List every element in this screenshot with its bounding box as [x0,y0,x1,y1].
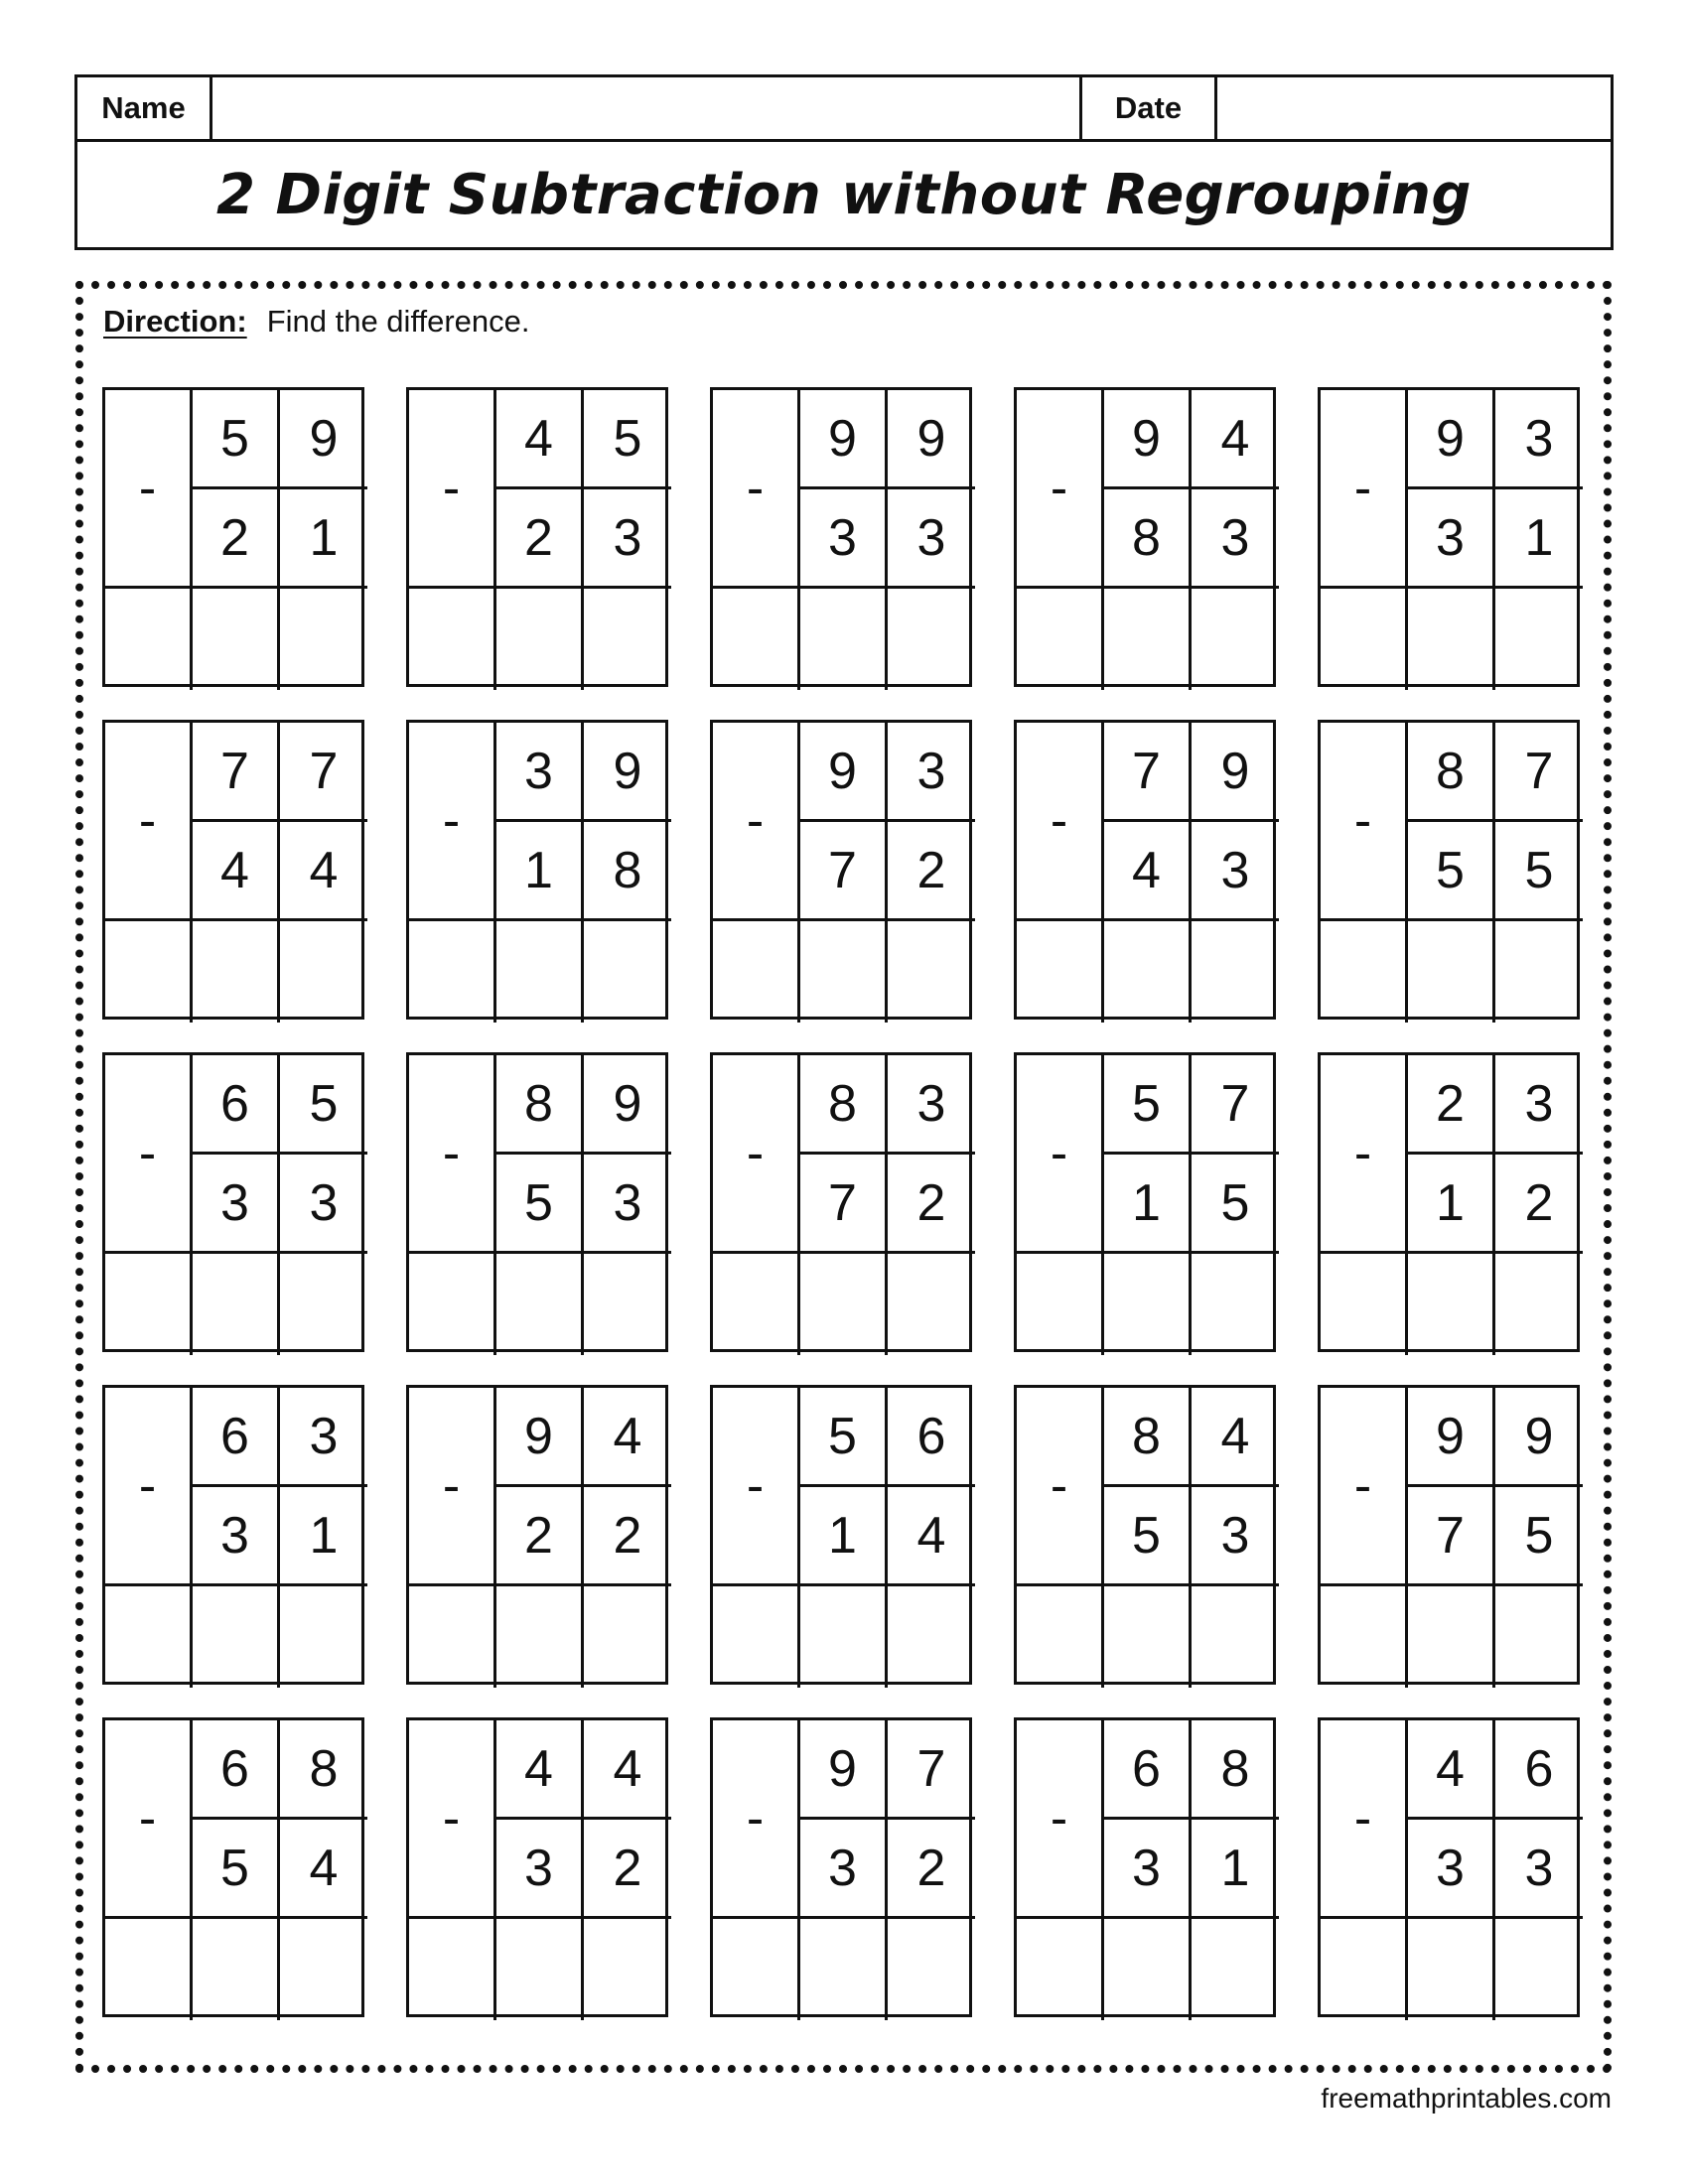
answer-box-hundreds[interactable] [105,589,193,690]
subtraction-problem [710,1052,972,1352]
answer-box-ones[interactable] [1192,589,1279,690]
subtrahend-ones-digit: 3 [1495,1820,1583,1919]
minus-sign: - [105,1055,193,1254]
subtraction-problem [406,1052,668,1352]
subtrahend-tens-digit: 5 [193,1820,280,1919]
subtrahend-tens-digit: 7 [800,1155,888,1254]
answer-box-tens[interactable] [193,921,280,1023]
subtrahend-tens-digit: 5 [1104,1487,1192,1586]
answer-box-ones[interactable] [584,589,671,690]
subtrahend-tens-digit: 5 [1408,822,1495,921]
minuend-ones-digit: 4 [1192,390,1279,489]
subtrahend-ones-digit: 2 [888,1155,975,1254]
answer-box-tens[interactable] [1104,1586,1192,1688]
minuend-tens-digit: 6 [193,1388,280,1487]
minus-sign: - [1321,723,1408,921]
subtrahend-ones-digit: 1 [280,489,367,589]
minus-sign: - [713,723,800,921]
subtrahend-tens-digit: 7 [1408,1487,1495,1586]
subtraction-problem [406,720,668,1020]
minus-sign: - [1321,1720,1408,1919]
subtrahend-ones-digit: 5 [1495,822,1583,921]
minuend-tens-digit: 8 [1408,723,1495,822]
subtraction-problem [1318,387,1580,687]
answer-box-hundreds[interactable] [1321,1919,1408,2020]
subtrahend-ones-digit: 3 [1192,489,1279,589]
subtrahend-tens-digit: 1 [1408,1155,1495,1254]
subtraction-problem [406,1385,668,1685]
minuend-ones-digit: 4 [584,1388,671,1487]
minuend-tens-digit: 5 [193,390,280,489]
minus-sign: - [1017,723,1104,921]
answer-box-hundreds[interactable] [409,921,496,1023]
subtrahend-tens-digit: 2 [496,1487,584,1586]
subtraction-problem [1014,1385,1276,1685]
minuend-ones-digit: 4 [1192,1388,1279,1487]
subtrahend-ones-digit: 4 [280,822,367,921]
subtrahend-tens-digit: 4 [1104,822,1192,921]
subtrahend-ones-digit: 8 [584,822,671,921]
answer-box-ones[interactable] [280,589,367,690]
minus-sign: - [713,1055,800,1254]
minuend-tens-digit: 9 [800,1720,888,1820]
direction-line [103,304,530,340]
subtrahend-tens-digit: 3 [1408,489,1495,589]
answer-box-ones[interactable] [280,1586,367,1688]
minuend-tens-digit: 6 [193,1720,280,1820]
subtrahend-tens-digit: 2 [496,489,584,589]
subtrahend-tens-digit: 3 [800,489,888,589]
subtrahend-ones-digit: 2 [1495,1155,1583,1254]
minuend-tens-digit: 2 [1408,1055,1495,1155]
minus-sign: - [1321,1055,1408,1254]
answer-box-ones[interactable] [888,1919,975,2020]
answer-box-ones[interactable] [584,1586,671,1688]
subtraction-problem [710,387,972,687]
answer-box-tens[interactable] [193,1586,280,1688]
minus-sign: - [1321,1388,1408,1586]
subtraction-problem [710,720,972,1020]
subtrahend-ones-digit: 2 [584,1487,671,1586]
date-field[interactable] [1217,77,1611,139]
answer-box-tens[interactable] [496,1586,584,1688]
answer-box-hundreds[interactable] [713,1254,800,1355]
minuend-tens-digit: 8 [496,1055,584,1155]
subtrahend-tens-digit: 3 [193,1155,280,1254]
minus-sign: - [713,390,800,589]
subtrahend-ones-digit: 2 [888,1820,975,1919]
answer-box-tens[interactable] [193,1919,280,2020]
worksheet-header [74,74,1614,250]
answer-box-ones[interactable] [1192,1586,1279,1688]
minuend-ones-digit: 9 [584,723,671,822]
minuend-ones-digit: 7 [888,1720,975,1820]
name-label: Name [77,77,212,139]
subtrahend-tens-digit: 3 [1104,1820,1192,1919]
minuend-ones-digit: 6 [888,1388,975,1487]
subtraction-problem [710,1385,972,1685]
answer-box-ones[interactable] [1495,589,1583,690]
subtrahend-tens-digit: 1 [1104,1155,1192,1254]
date-label: Date [1082,77,1217,139]
answer-box-ones[interactable] [888,1586,975,1688]
subtrahend-tens-digit: 3 [1408,1820,1495,1919]
answer-box-hundreds[interactable] [409,1586,496,1688]
minuend-tens-digit: 3 [496,723,584,822]
answer-box-hundreds[interactable] [713,1919,800,2020]
answer-box-tens[interactable] [1104,589,1192,690]
minus-sign: - [1017,1388,1104,1586]
minuend-ones-digit: 5 [584,390,671,489]
answer-box-ones[interactable] [1495,1586,1583,1688]
subtrahend-ones-digit: 5 [1192,1155,1279,1254]
subtraction-problem [710,1717,972,2017]
answer-box-hundreds[interactable] [713,921,800,1023]
answer-box-hundreds[interactable] [1321,589,1408,690]
answer-box-ones[interactable] [584,921,671,1023]
minus-sign: - [409,723,496,921]
minuend-ones-digit: 7 [1192,1055,1279,1155]
minuend-tens-digit: 8 [800,1055,888,1155]
minuend-ones-digit: 6 [1495,1720,1583,1820]
answer-box-tens[interactable] [1104,1919,1192,2020]
answer-box-hundreds[interactable] [409,1254,496,1355]
answer-box-ones[interactable] [280,1919,367,2020]
minuend-tens-digit: 4 [1408,1720,1495,1820]
minuend-tens-digit: 6 [193,1055,280,1155]
answer-box-hundreds[interactable] [105,1919,193,2020]
subtrahend-ones-digit: 4 [280,1820,367,1919]
answer-box-hundreds[interactable] [105,1586,193,1688]
answer-box-ones[interactable] [1495,921,1583,1023]
subtraction-problem [1318,720,1580,1020]
minuend-ones-digit: 7 [1495,723,1583,822]
answer-box-ones[interactable] [584,1919,671,2020]
subtrahend-tens-digit: 1 [800,1487,888,1586]
subtraction-problem [1014,387,1276,687]
minuend-tens-digit: 4 [496,390,584,489]
answer-box-tens[interactable] [1408,1919,1495,2020]
answer-box-tens[interactable] [496,1254,584,1355]
subtrahend-tens-digit: 2 [193,489,280,589]
direction-label: Direction: [103,304,247,339]
subtrahend-ones-digit: 2 [888,822,975,921]
subtrahend-ones-digit: 3 [584,489,671,589]
answer-box-ones[interactable] [1495,1254,1583,1355]
subtrahend-tens-digit: 3 [800,1820,888,1919]
minuend-tens-digit: 5 [1104,1055,1192,1155]
subtrahend-ones-digit: 1 [280,1487,367,1586]
subtraction-problem [102,1717,364,2017]
minuend-ones-digit: 3 [280,1388,367,1487]
minuend-tens-digit: 8 [1104,1388,1192,1487]
page-title: 2 Digit Subtraction without Regrouping [216,163,1472,227]
minuend-ones-digit: 5 [280,1055,367,1155]
answer-box-tens[interactable] [800,1919,888,2020]
minuend-ones-digit: 3 [888,1055,975,1155]
problem-grid [102,387,1582,2017]
minus-sign: - [1017,390,1104,589]
answer-box-tens[interactable] [1104,921,1192,1023]
subtraction-problem [102,720,364,1020]
minuend-ones-digit: 3 [888,723,975,822]
subtraction-problem [102,1385,364,1685]
title-row [77,139,1611,247]
answer-box-tens[interactable] [1408,589,1495,690]
answer-box-hundreds[interactable] [1321,1254,1408,1355]
minuend-ones-digit: 9 [1495,1388,1583,1487]
minuend-ones-digit: 9 [1192,723,1279,822]
answer-box-hundreds[interactable] [1017,1254,1104,1355]
subtrahend-ones-digit: 3 [1192,1487,1279,1586]
name-date-row [77,77,1611,142]
answer-box-ones[interactable] [1192,1254,1279,1355]
answer-box-tens[interactable] [496,1919,584,2020]
answer-box-hundreds[interactable] [105,921,193,1023]
subtrahend-tens-digit: 3 [496,1820,584,1919]
answer-box-ones[interactable] [888,921,975,1023]
minuend-ones-digit: 8 [1192,1720,1279,1820]
answer-box-tens[interactable] [193,1254,280,1355]
subtrahend-ones-digit: 5 [1495,1487,1583,1586]
source-credit: freemathprintables.com [1321,2083,1612,2114]
answer-box-tens[interactable] [1408,921,1495,1023]
answer-box-tens[interactable] [800,1586,888,1688]
answer-box-ones[interactable] [280,1254,367,1355]
minus-sign: - [713,1388,800,1586]
minuend-tens-digit: 9 [800,723,888,822]
answer-box-hundreds[interactable] [1017,1586,1104,1688]
answer-box-tens[interactable] [496,589,584,690]
answer-box-hundreds[interactable] [1321,921,1408,1023]
answer-box-ones[interactable] [280,921,367,1023]
answer-box-tens[interactable] [800,1254,888,1355]
subtrahend-ones-digit: 2 [584,1820,671,1919]
subtraction-problem [1318,1385,1580,1685]
answer-box-hundreds[interactable] [1017,1919,1104,2020]
minuend-ones-digit: 9 [584,1055,671,1155]
answer-box-hundreds[interactable] [713,589,800,690]
answer-box-tens[interactable] [800,589,888,690]
minuend-tens-digit: 7 [1104,723,1192,822]
answer-box-ones[interactable] [888,1254,975,1355]
minuend-ones-digit: 9 [888,390,975,489]
minuend-tens-digit: 9 [496,1388,584,1487]
subtrahend-tens-digit: 4 [193,822,280,921]
minuend-ones-digit: 3 [1495,1055,1583,1155]
name-field[interactable] [212,77,1082,139]
minus-sign: - [1017,1055,1104,1254]
minus-sign: - [409,1388,496,1586]
subtrahend-tens-digit: 3 [193,1487,280,1586]
minuend-ones-digit: 3 [1495,390,1583,489]
minuend-tens-digit: 9 [1408,1388,1495,1487]
subtraction-problem [406,1717,668,2017]
subtraction-problem [1014,1717,1276,2017]
subtraction-problem [406,387,668,687]
answer-box-ones[interactable] [1495,1919,1583,2020]
subtrahend-ones-digit: 3 [888,489,975,589]
minuend-tens-digit: 9 [1104,390,1192,489]
minus-sign: - [409,390,496,589]
subtraction-problem [102,1052,364,1352]
minuend-tens-digit: 9 [1408,390,1495,489]
answer-box-ones[interactable] [1192,921,1279,1023]
minuend-tens-digit: 5 [800,1388,888,1487]
answer-box-hundreds[interactable] [409,1919,496,2020]
subtraction-problem [1014,1052,1276,1352]
minus-sign: - [409,1055,496,1254]
minuend-tens-digit: 7 [193,723,280,822]
minuend-tens-digit: 6 [1104,1720,1192,1820]
answer-box-hundreds[interactable] [713,1586,800,1688]
answer-box-tens[interactable] [1408,1254,1495,1355]
direction-text: Find the difference. [266,304,530,339]
subtraction-problem [102,387,364,687]
subtrahend-tens-digit: 7 [800,822,888,921]
subtrahend-ones-digit: 1 [1495,489,1583,589]
minuend-ones-digit: 4 [584,1720,671,1820]
answer-box-ones[interactable] [888,589,975,690]
answer-box-tens[interactable] [800,921,888,1023]
subtraction-problem [1318,1717,1580,2017]
minuend-tens-digit: 9 [800,390,888,489]
subtrahend-tens-digit: 1 [496,822,584,921]
subtrahend-ones-digit: 3 [280,1155,367,1254]
answer-box-hundreds[interactable] [105,1254,193,1355]
minus-sign: - [105,1388,193,1586]
minus-sign: - [713,1720,800,1919]
minus-sign: - [409,1720,496,1919]
minus-sign: - [105,1720,193,1919]
answer-box-tens[interactable] [1408,1586,1495,1688]
answer-box-tens[interactable] [496,921,584,1023]
subtraction-problem [1318,1052,1580,1352]
answer-box-tens[interactable] [193,589,280,690]
subtrahend-ones-digit: 4 [888,1487,975,1586]
answer-box-hundreds[interactable] [1017,589,1104,690]
subtrahend-ones-digit: 3 [584,1155,671,1254]
answer-box-tens[interactable] [1104,1254,1192,1355]
minuend-tens-digit: 4 [496,1720,584,1820]
minuend-ones-digit: 9 [280,390,367,489]
answer-box-ones[interactable] [584,1254,671,1355]
answer-box-hundreds[interactable] [1017,921,1104,1023]
minuend-ones-digit: 7 [280,723,367,822]
minus-sign: - [1321,390,1408,589]
minus-sign: - [1017,1720,1104,1919]
subtrahend-tens-digit: 5 [496,1155,584,1254]
subtrahend-tens-digit: 8 [1104,489,1192,589]
minus-sign: - [105,390,193,589]
subtrahend-ones-digit: 3 [1192,822,1279,921]
answer-box-hundreds[interactable] [409,589,496,690]
answer-box-hundreds[interactable] [1321,1586,1408,1688]
minus-sign: - [105,723,193,921]
subtraction-problem [1014,720,1276,1020]
subtrahend-ones-digit: 1 [1192,1820,1279,1919]
minuend-ones-digit: 8 [280,1720,367,1820]
answer-box-ones[interactable] [1192,1919,1279,2020]
